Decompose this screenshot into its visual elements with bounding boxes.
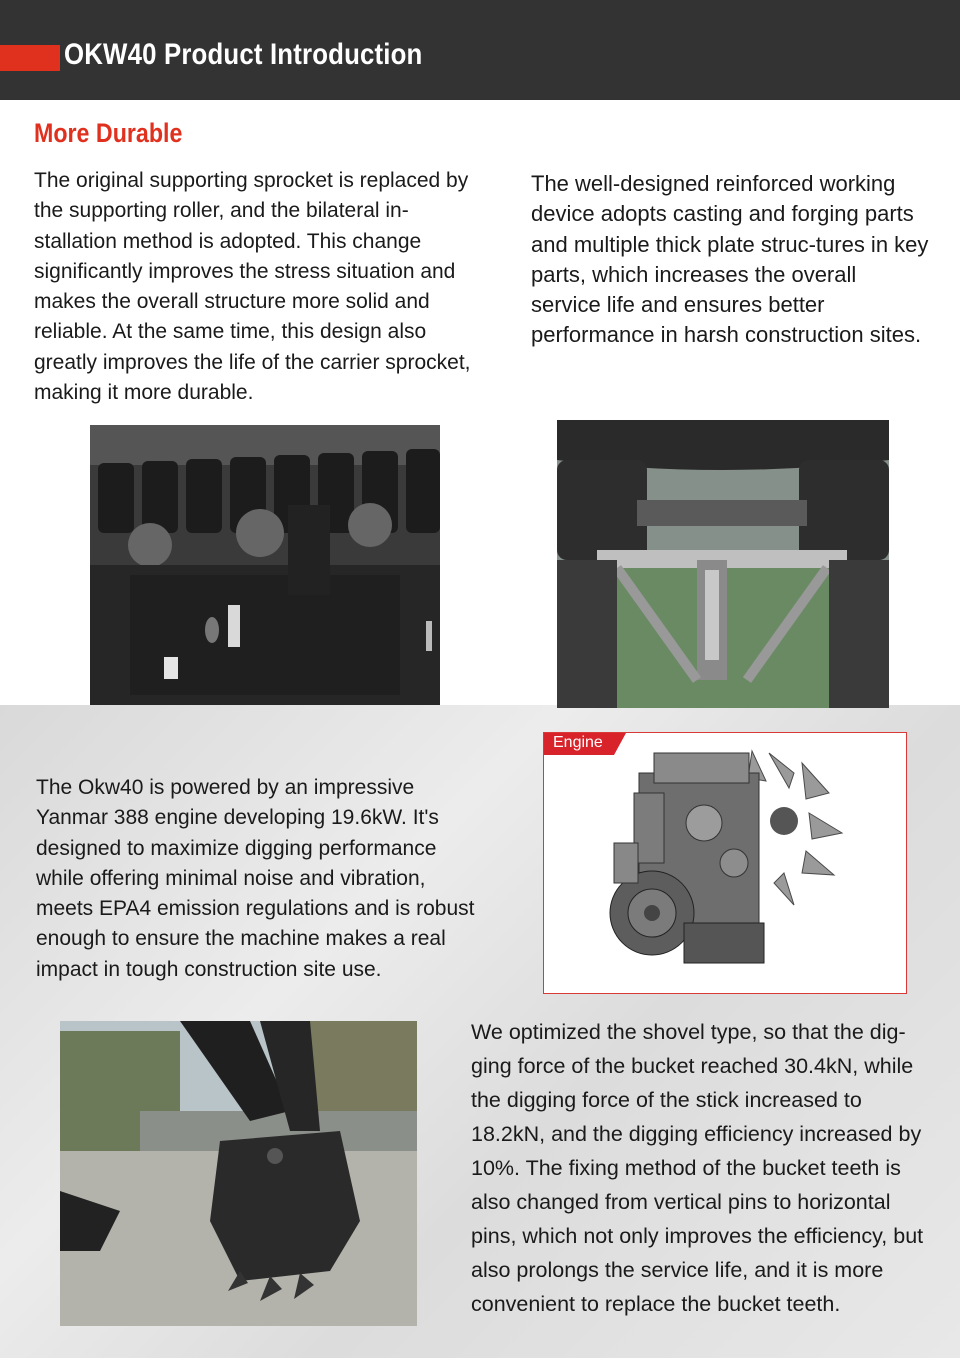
bucket-paragraph: We optimized the shovel type, so that the dig-ging force of the bucket reached 30.4kN, while the digging force of the stick increased to 18.2kN, and the digging efficiency increased by 10%. The fixing method of the bucket teeth is also changed from vertical pins to horizontal pins, which not only improves the efficiency, but also prolongs the service life, and it is more convenient to replace the bucket teeth. — [471, 1020, 924, 1316]
engine-panel — [543, 732, 907, 994]
working-device-photo — [557, 420, 889, 708]
header-accent-bar — [0, 45, 60, 71]
page-title: OKW40 Product Introduction — [64, 38, 423, 71]
section-title: More Durable — [34, 118, 183, 148]
sprocket-paragraph: The original supporting sprocket is replaced by the supporting roller, and the bilateral in-stallation method is adopted. This change significantly improves the stress situation and makes the overall structure more solid and reliable. At the same time, this design also greatly improves the life of the carrier sprocket, making it more durable. — [34, 169, 471, 405]
undercarriage-roller-photo — [90, 425, 440, 705]
page-header — [0, 0, 960, 100]
bucket-photo — [60, 1021, 417, 1326]
engine-paragraph: The Okw40 is powered by an impressive Yanmar 388 engine developing 19.6kW. It's designed to maximize digging performance while offering minimal noise and vibration, meets EPA4 emission regulations and is robust enough to ensure the machine makes a real impact in tough construction site use. — [36, 776, 475, 981]
working-device-paragraph: The well-designed reinforced working device adopts casting and forging parts and multiple thick plate struc-tures in key parts, which increases the overall service life and ensures better performance in harsh construction sites. — [531, 171, 929, 348]
engine-illustration — [544, 733, 906, 993]
engine-label: Engine — [553, 734, 603, 751]
